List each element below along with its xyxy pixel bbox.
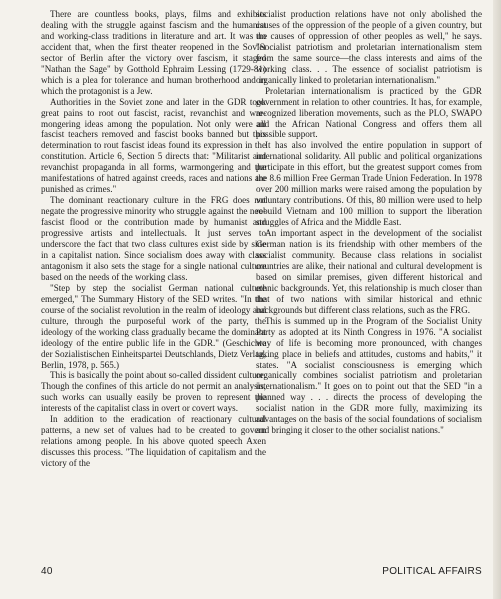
paragraph: This is summed up in the Program of the Socialist Unity Party as adopted at its Ninth Congress in 1976. "A socialist way of life is becoming more pronounced, with changes taking place in beliefs and attitudes, customs and habits," it states. "A socialist consciousness is emerging which organically combines socialist patriotism and proletarian internationalism." It goes on to point out that the SED "in a planned way . . . directs the process of developing the socialist nation in the GDR more fully, maximizing its advantages on the basis of the social foundations of socialism and bringing it closer to the other socialist nations." [256, 315, 482, 436]
paragraph: The dominant reactionary culture in the FRG does not negate the progressive minority who struggle against the neo-fascist flood or the contribution made by humanist and progressive artists and intellectuals. It just serves to underscore the fact that two class cultures exist side by side in a capitalist nation. Since socialism does away with class antagonism it also sets the stage for a single national culture based on the needs of the working class. [41, 195, 266, 282]
paragraph: Authorities in the Soviet zone and later in the GDR took great pains to root out fascist, racist, revanchist and war-mongering ideas among the population. Not only were all fascist teachers removed and fascist books banned but this determination to rout fascist ideas found its expression in the constitution. Article 6, Section 5 directs that: "Militarist and revanchist propaganda in all forms, warmongering and the manifestations of hatred against creeds, races and nations are punished as crimes." [41, 96, 266, 195]
left-column [41, 9, 266, 469]
page-edge-shadow [493, 0, 501, 599]
page-number: 40 [41, 566, 53, 577]
journal-title: POLITICAL AFFAIRS [382, 566, 482, 577]
right-column [256, 9, 482, 436]
paragraph: An important aspect in the development of the socialist German nation is its friendship with other members of the socialist community. Because class relations in socialist countries are alike, their national and cultural development is based on similar premises, given different historical and ethnic backgrounds. Yet, this relationship is much closer than that of two nations with similar historical and ethnic backgrounds but different class relations, such as the FRG. [256, 228, 482, 315]
paragraph: Proletarian internationalism is practiced by the GDR government in relation to other countries. It has, for example, recognized liberation movements, such as the PLO, SWAPO and the African National Congress and offers them all possible support. [256, 85, 482, 140]
paragraph: It has also involved the entire population in support of international solidarity. All public and political organizations participate in this effort, but the greatest support comes from the 8.6 million Free German Trade Union Federation. In 1978 over 200 million marks were raised among the population by voluntary contributions. Of this, 80 million were used to help rebuild Vietnam and 100 million to support the liberation struggles of Africa and the Middle East. [256, 140, 482, 228]
paragraph: In addition to the eradication of reactionary cultural patterns, a new set of values had to be created to govern relations among people. In his above quoted speech Axen discusses this process. "The liquidation of capitalism and the victory of the [41, 414, 266, 469]
paragraph: There are countless books, plays, films and exhibits dealing with the struggle against fascism and the humanist and working-class traditions in literature and art. It was no accident that, when the first theater reopened in the Soviet sector of Berlin after the victory over fascism, it staged "Nathan the Sage" by Gotthold Ephraim Lessing (1729-81) which is a plea for tolerance and human brotherhood and in which the protagonist is a Jew. [41, 9, 266, 96]
paragraph: "Step by step the socialist German national culture emerged," The Summary History of the SED writes. "In the course of the socialist revolution in the realm of ideology and culture, through the purposeful work of the party, the ideology of the working class gradually became the dominant ideology of the entire public life in the GDR." (Geschichte der Sozialistischen Einheitspartei Deutschlands, Dietz Verlag, Berlin, 1978, p. 565.) [41, 282, 266, 370]
paragraph-continued: socialist production relations have not only abolished the causes of the oppression of the people of a given country, but the causes of oppression of other peoples as well," he says. "Socialist patriotism and proletarian internationalism stem from the same source—the class interests and aims of the working class. . . The essence of socialist patriotism is organically linked to proletarian internationalism." [256, 9, 482, 85]
paragraph: This is basically the point about so-called dissident culture. Though the confines of this article do not permit an analysis, such works can usually easily be proven to represent the interests of the capitalist class in overt or covert ways. [41, 370, 266, 414]
